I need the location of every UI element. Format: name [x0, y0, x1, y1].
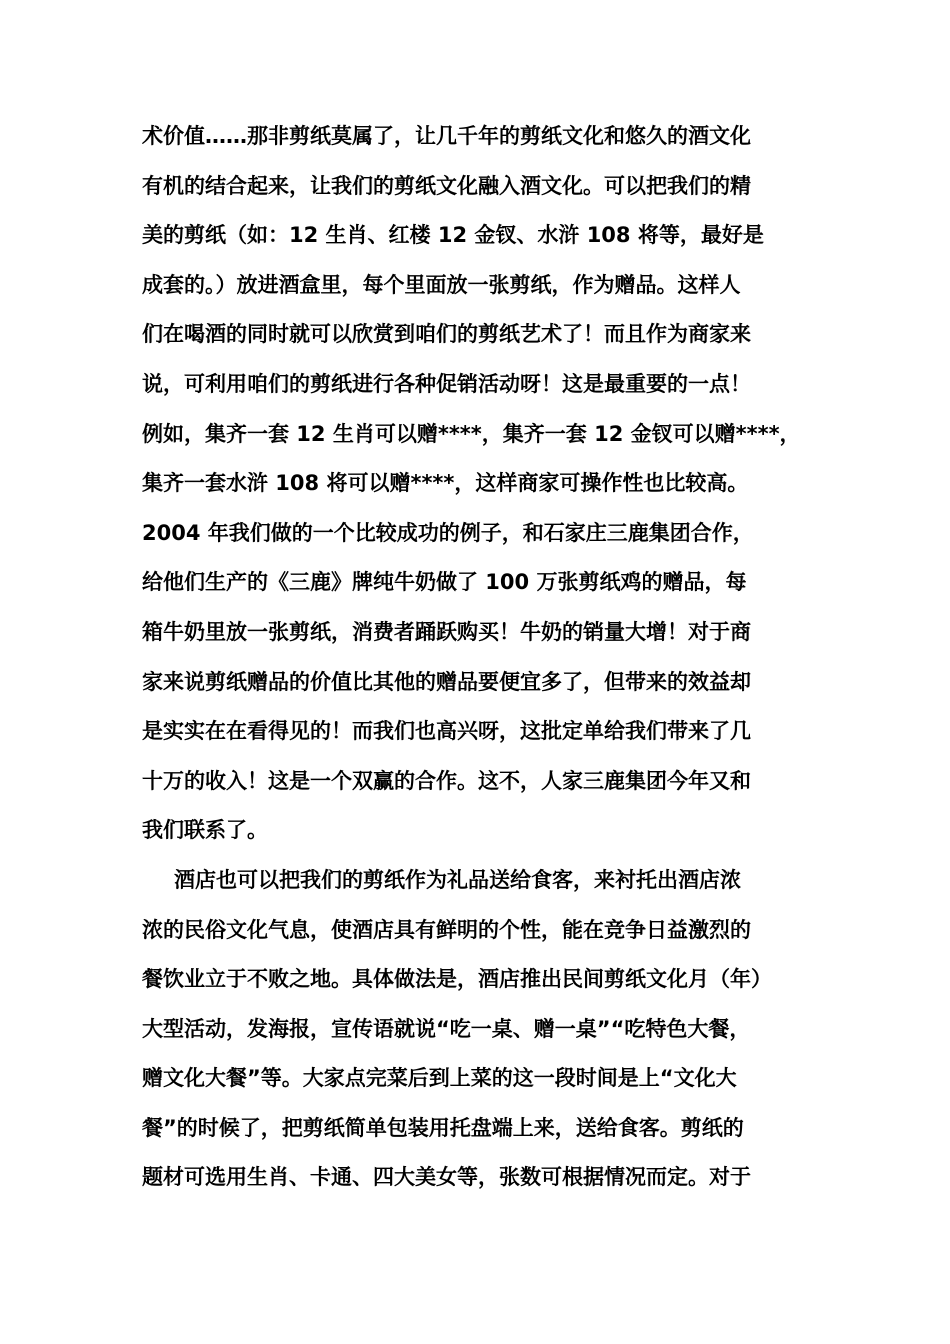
- text-line: 有机的结合起来，让我们的剪纸文化融入酒文化。可以把我们的精: [142, 173, 751, 198]
- text-line: 赠文化大餐”等。大家点完菜后到上菜的这一段时间是上“文化大: [142, 1066, 737, 1091]
- text-line: 说，可利用咱们的剪纸进行各种促销活动呀！这是最重要的一点！: [142, 371, 751, 396]
- text-line: 集齐一套水浒 108 将可以赠****，这样商家可操作性也比较高。: [142, 471, 749, 496]
- text-line: 大型活动，发海报，宣传语就说“吃一桌、赠一桌”“吃特色大餐，: [142, 1016, 751, 1041]
- text-line: 我们联系了。: [142, 818, 268, 843]
- paragraph-start-line: 酒店也可以把我们的剪纸作为礼品送给食客，来衬托出酒店浓: [174, 867, 741, 892]
- text-line: 术价值……那非剪纸莫属了，让几千年的剪纸文化和悠久的酒文化: [142, 124, 751, 148]
- text-line: 给他们生产的《三鹿》牌纯牛奶做了 100 万张剪纸鸡的赠品，每: [142, 570, 747, 595]
- text-line: 例如，集齐一套 12 生肖可以赠****，集齐一套 12 金钗可以赠****，: [142, 421, 801, 446]
- text-line: 餐饮业立于不败之地。具体做法是，酒店推出民间剪纸文化月（年）: [142, 967, 772, 992]
- text-line: 十万的收入！这是一个双赢的合作。这不，人家三鹿集团今年又和: [142, 768, 751, 793]
- text-line: 浓的民俗文化气息，使酒店具有鲜明的个性，能在竞争日益激烈的: [142, 917, 751, 942]
- text-line: 成套的。）放进酒盒里，每个里面放一张剪纸，作为赠品。这样人: [142, 272, 741, 297]
- text-line: 题材可选用生肖、卡通、四大美女等，张数可根据情况而定。对于: [142, 1165, 751, 1190]
- text-line: 是实实在在看得见的！而我们也高兴呀，这批定单给我们带来了几: [142, 719, 751, 744]
- text-line: 2004 年我们做的一个比较成功的例子，和石家庄三鹿集团合作，: [142, 520, 754, 545]
- text-line: 餐”的时候了，把剪纸简单包装用托盘端上来，送给食客。剪纸的: [142, 1115, 744, 1140]
- text-line: 箱牛奶里放一张剪纸，消费者踊跃购买！牛奶的销量大增！对于商: [142, 619, 751, 644]
- text-line: 美的剪纸（如：12 生肖、红楼 12 金钗、水浒 108 将等，最好是: [142, 223, 764, 248]
- text-line: 家来说剪纸赠品的价值比其他的赠品要便宜多了，但带来的效益却: [142, 669, 751, 694]
- body-text: [142, 112, 801, 1203]
- text-line: 们在喝酒的同时就可以欣赏到咱们的剪纸艺术了！而且作为商家来: [142, 322, 751, 347]
